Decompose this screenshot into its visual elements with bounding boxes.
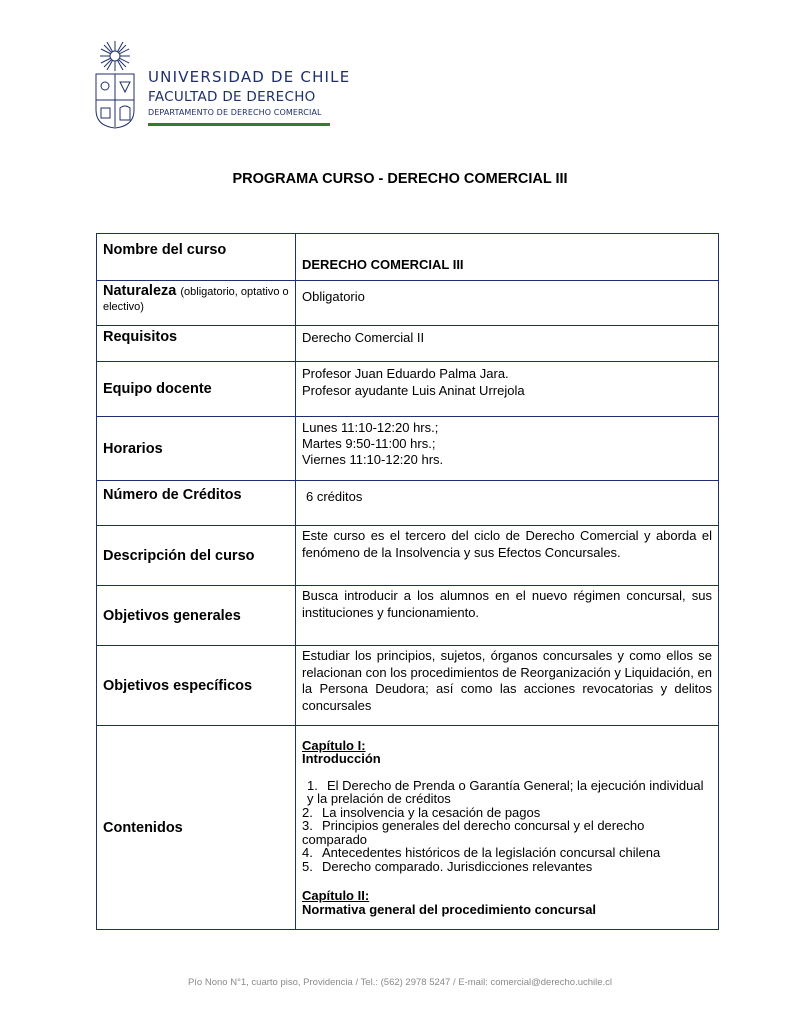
row-label <box>97 281 296 326</box>
table-row <box>97 646 719 726</box>
university-seal-icon <box>92 38 138 130</box>
course-name-value: DERECHO COMERCIAL III <box>296 234 719 281</box>
row-label: Objetivos específicos <box>97 646 296 726</box>
assistant-line: Profesor ayudante Luis Aninat Urrejola <box>302 383 525 398</box>
table-row <box>97 281 719 326</box>
chapter-heading: Capítulo II: <box>302 888 370 904</box>
course-program-table <box>96 233 719 930</box>
list-item: 5. Derecho comparado. Jurisdicciones relevantes <box>302 858 593 874</box>
professor-line: Profesor Juan Eduardo Palma Jara. <box>302 366 509 381</box>
horarios-value <box>296 417 719 481</box>
row-label: Número de Créditos <box>97 481 296 526</box>
objetivos-especificos-value: Estudiar los principios, sujetos, órganos concursales y como ellos se relacionan con los procedimientos de Reorganización y Liquidación, en la Persona Deudora; así como las acciones revocatorias y delitos concursales <box>296 646 719 726</box>
naturaleza-label: Naturaleza <box>103 283 177 299</box>
creditos-value: 6 créditos <box>296 481 719 526</box>
schedule-line: Martes 9:50-11:00 hrs.; <box>302 436 436 451</box>
naturaleza-note: (obligatorio, optativo o electivo) <box>103 286 289 313</box>
table-row <box>97 362 719 417</box>
requisitos-value: Derecho Comercial II <box>296 326 719 362</box>
schedule-line: Lunes 11:10-12:20 hrs.; <box>302 420 439 435</box>
table-row <box>97 481 719 526</box>
header-divider <box>148 123 330 126</box>
table-row <box>97 234 719 281</box>
institution-header <box>92 38 392 134</box>
equipo-value <box>296 362 719 417</box>
university-name: UNIVERSIDAD DE CHILE <box>148 68 351 86</box>
row-label: Requisitos <box>97 326 296 362</box>
objetivos-generales-value: Busca introducir a los alumnos en el nuevo régimen concursal, sus instituciones y funcionamiento. <box>296 586 719 646</box>
table-row <box>97 586 719 646</box>
table-row <box>97 326 719 362</box>
contents-list <box>302 779 712 874</box>
row-label: Contenidos <box>97 726 296 930</box>
page-title: PROGRAMA CURSO - DERECHO COMERCIAL III <box>232 171 568 187</box>
schedule-line: Viernes 11:10-12:20 hrs. <box>302 452 444 467</box>
row-label: Objetivos generales <box>97 586 296 646</box>
row-label: Horarios <box>97 417 296 481</box>
naturaleza-value: Obligatorio <box>296 281 719 326</box>
chapter-title: Normativa general del procedimiento concursal <box>302 901 597 917</box>
chapter-title: Introducción <box>302 751 381 767</box>
list-item: 2. La insolvencia y la cesación de pagos <box>302 804 541 820</box>
table-row <box>97 417 719 481</box>
list-item: 1. El Derecho de Prenda o Garantía General; la ejecución individual y la prelación de créditos <box>307 777 704 807</box>
chapter-heading: Capítulo I: <box>302 737 366 753</box>
table-row <box>97 726 719 930</box>
footer-contact: Pío Nono N°1, cuarto piso, Providencia / Tel.: (562) 2978 5247 / E-mail: comercial@derecho.uchile.cl <box>187 977 613 988</box>
row-label: Equipo docente <box>97 362 296 417</box>
descripcion-value: Este curso es el tercero del ciclo de Derecho Comercial y aborda el fenómeno de la Insolvencia y sus Efectos Concursales. <box>296 526 719 586</box>
list-item: 4. Antecedentes históricos de la legislación concursal chilena <box>302 845 661 861</box>
faculty-name: FACULTAD DE DERECHO <box>148 89 316 105</box>
contenidos-value <box>296 726 719 930</box>
row-label: Nombre del curso <box>97 234 296 281</box>
table-row <box>97 526 719 586</box>
row-label: Descripción del curso <box>97 526 296 586</box>
department-name: DEPARTAMENTO DE DERECHO COMERCIAL <box>148 108 322 117</box>
list-item: 3. Principios generales del derecho concursal y el derecho comparado <box>302 818 645 847</box>
